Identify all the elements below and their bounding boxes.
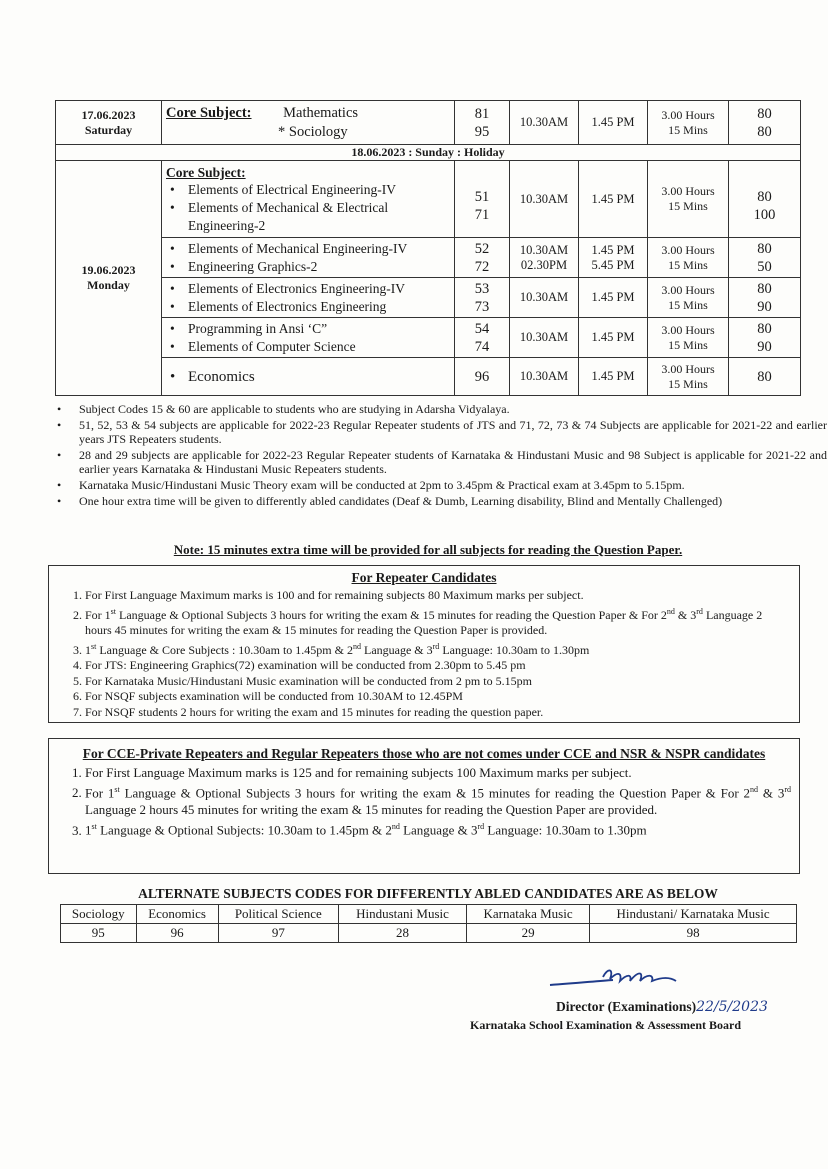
max-marks-cell <box>729 318 801 358</box>
note-item: • Karnataka Music/Hindustani Music Theory exam will be conducted at 2pm to 3.45pm & Practical exam at 3.45pm to 5.15pm. <box>79 478 827 492</box>
max-marks-cell <box>729 278 801 318</box>
table-row <box>56 145 801 161</box>
duration-hours: 3.00 Hours <box>661 282 715 297</box>
repeater-rules-list <box>49 588 799 720</box>
subject-code: 81 <box>474 105 490 122</box>
start-time: 10.30AM <box>510 318 579 358</box>
subject-code: 96 <box>455 358 510 396</box>
duration-cell <box>648 101 729 145</box>
director-designation: Director (Examinations)22/5/2023 <box>556 999 768 1015</box>
duration-cell <box>648 238 729 278</box>
alt-subject-code: 29 <box>466 924 589 943</box>
subject-cell <box>162 238 455 278</box>
subject-list <box>166 240 450 276</box>
alternate-codes-table <box>60 904 797 943</box>
alt-subject-code: 96 <box>136 924 218 943</box>
end-time: 1.45 PM <box>591 242 635 257</box>
alt-subject-header: Political Science <box>218 905 338 924</box>
subject-code-cell <box>455 101 510 145</box>
subject-code-cell <box>455 238 510 278</box>
max-marks: 80 <box>729 358 801 396</box>
cce-rules-list <box>49 764 799 839</box>
exam-timetable <box>55 100 801 396</box>
subject-list <box>166 280 450 316</box>
start-time: 10.30AM <box>510 161 579 238</box>
end-time: 5.45 PM <box>591 257 635 272</box>
subject-name: Mathematics <box>283 104 359 121</box>
max-marks-cell <box>729 238 801 278</box>
subject-list <box>166 320 450 356</box>
exam-date-cell <box>56 101 162 145</box>
duration-mins: 15 Mins <box>668 297 708 312</box>
duration-hours: 3.00 Hours <box>661 107 715 122</box>
alt-subject-code: 28 <box>339 924 467 943</box>
max-marks-cell <box>729 101 801 145</box>
subject-code: 71 <box>474 206 490 223</box>
start-time: 02.30PM <box>520 257 568 272</box>
table-row <box>56 101 801 145</box>
end-time: 1.45 PM <box>579 161 648 238</box>
alt-subject-code: 97 <box>218 924 338 943</box>
max-marks: 50 <box>757 258 772 275</box>
table-row <box>56 161 801 238</box>
exam-day: Saturday <box>84 122 133 137</box>
rule-item: 2. For 1st Language & Optional Subjects 3 hours for writing the exam & 15 minutes for reading the Question Paper & For 2nd & 3rd Language 2 hours 45 minutes for writing the exam & 15 minutes for reading the Question Paper are provided. <box>85 781 791 818</box>
subject-code-cell <box>455 278 510 318</box>
exam-date-cell <box>56 161 162 396</box>
duration-hours: 3.00 Hours <box>661 242 715 257</box>
alt-subject-code: 98 <box>590 924 797 943</box>
duration-mins: 15 Mins <box>668 122 708 137</box>
note-item: • Subject Codes 15 & 60 are applicable to students who are studying in Adarsha Vidyalaya. <box>79 402 827 416</box>
subject-cell <box>162 358 455 396</box>
signature-mark <box>548 963 748 1003</box>
duration-cell <box>648 358 729 396</box>
table-row <box>61 905 797 924</box>
subject-code: 51 <box>474 188 490 205</box>
exam-day: Monday <box>87 278 130 292</box>
table-row <box>56 278 801 318</box>
rule-item: 4. For JTS: Engineering Graphics(72) examination will be conducted from 2.30pm to 5.45 pm <box>85 658 791 674</box>
subject-name: • Economics <box>188 368 450 386</box>
duration-cell <box>648 161 729 238</box>
max-marks: 90 <box>757 298 772 315</box>
table-row <box>56 318 801 358</box>
box-title: For CCE-Private Repeaters and Regular Repeaters those who are not comes under CCE and NSR & NSPR candidates <box>82 746 766 761</box>
end-time: 1.45 PM <box>579 101 648 145</box>
duration-mins: 15 Mins <box>668 199 708 213</box>
duration-hours: 3.00 Hours <box>661 361 715 376</box>
repeater-candidates-box <box>48 565 800 723</box>
duration-hours: 3.00 Hours <box>661 322 715 337</box>
core-subject-label: Core Subject: <box>166 104 252 121</box>
exam-date: 19.06.2023 <box>81 263 136 277</box>
rule-item: 6. For NSQF subjects examination will be conducted from 10.30AM to 12.45PM <box>85 689 791 705</box>
core-subject-label: Core Subject: <box>166 164 246 180</box>
subject-name: • Elements of Electrical Engineering-IV <box>188 181 450 199</box>
note-item: • 28 and 29 subjects are applicable for 2022-23 Regular Repeater students of Karnataka & Hindustani Music and 98 Subject is applicable for 2021-22 and earlier years Karnataka & Hindustani Music Repeaters students. <box>79 448 827 476</box>
subject-list <box>166 181 450 235</box>
end-time-cell <box>579 238 648 278</box>
notes-list <box>55 402 827 510</box>
subject-name: • Elements of Mechanical & Electrical Engineering-2 <box>188 199 450 235</box>
subject-list <box>166 368 450 386</box>
max-marks: 90 <box>757 338 772 355</box>
start-time: 10.30AM <box>510 278 579 318</box>
alt-subject-header: Sociology <box>61 905 137 924</box>
duration-cell <box>648 278 729 318</box>
end-time: 1.45 PM <box>579 358 648 396</box>
duration-mins: 15 Mins <box>668 337 708 352</box>
board-name: Karnataka School Examination & Assessment Board <box>470 1018 742 1032</box>
subject-name: • Elements of Electronics Engineering <box>188 298 450 316</box>
duration-cell <box>648 318 729 358</box>
signature-date: 22/5/2023 <box>696 999 768 1015</box>
note-item: • One hour extra time will be given to differently abled candidates (Deaf & Dumb, Learning disability, Blind and Mentally Challenged) <box>79 494 827 508</box>
subject-name: • Elements of Electronics Engineering-IV <box>188 280 450 298</box>
rule-item: 1. For First Language Maximum marks is 125 and for remaining subjects 100 Maximum marks per subject. <box>85 764 791 781</box>
cce-repeaters-box <box>48 738 800 874</box>
max-marks: 80 <box>757 240 772 257</box>
subject-name: • Programming in Ansi ‘C” <box>188 320 450 338</box>
alt-subject-code: 95 <box>61 924 137 943</box>
subject-name: • Engineering Graphics-2 <box>188 258 450 276</box>
max-marks-cell <box>729 161 801 238</box>
start-time: 10.30AM <box>519 242 569 257</box>
start-time: 10.30AM <box>510 358 579 396</box>
rule-item: 3. 1st Language & Optional Subjects: 10.30am to 1.45pm & 2nd Language & 3rd Language: 10.30am to 1.30pm <box>85 818 791 838</box>
table-row <box>61 924 797 943</box>
duration-hours: 3.00 Hours <box>661 184 715 198</box>
subject-code: 95 <box>474 123 490 140</box>
subject-code: 54 <box>474 320 490 337</box>
table-row <box>56 358 801 396</box>
max-marks: 80 <box>757 320 772 337</box>
subject-cell <box>162 161 455 238</box>
rule-item: 3. 1st Language & Core Subjects : 10.30am to 1.45pm & 2nd Language & 3rd Language: 10.30am to 1.30pm <box>85 639 791 659</box>
note-item: • 51, 52, 53 & 54 subjects are applicable for 2022-23 Regular Repeater students of JTS and 71, 72, 73 & 74 Subjects are applicable for 2021-22 and earlier years JTS Repeaters students. <box>79 418 827 446</box>
alt-subject-header: Economics <box>136 905 218 924</box>
duration-mins: 15 Mins <box>668 257 708 272</box>
rule-item: 5. For Karnataka Music/Hindustani Music examination will be conducted from 2 pm to 5.15pm <box>85 674 791 690</box>
holiday-row: 18.06.2023 : Sunday : Holiday <box>56 145 801 161</box>
extra-time-note: Note: 15 minutes extra time will be provided for all subjects for reading the Question Paper. <box>173 542 683 557</box>
table-row <box>56 238 801 278</box>
subject-code: 73 <box>474 298 490 315</box>
subject-cell <box>162 318 455 358</box>
subject-name: • Elements of Mechanical Engineering-IV <box>188 240 450 258</box>
alternate-codes-title: ALTERNATE SUBJECTS CODES FOR DIFFERENTLY ABLED CANDIDATES ARE AS BELOW <box>138 886 718 901</box>
max-marks: 100 <box>753 206 776 223</box>
rule-item: 2. For 1st Language & Optional Subjects 3 hours for writing the exam & 15 minutes for reading the Question Paper & For 2nd & 3rd Language 2 hours 45 minutes for writing the exam & 15 minutes for reading the Question Paper is provided. <box>85 604 791 639</box>
exam-date: 17.06.2023 <box>81 107 136 122</box>
subject-cell <box>162 101 455 145</box>
alt-subject-header: Hindustani Music <box>339 905 467 924</box>
alt-subject-header: Karnataka Music <box>466 905 589 924</box>
max-marks: 80 <box>757 280 772 297</box>
subject-code: 53 <box>474 280 490 297</box>
subject-cell <box>162 278 455 318</box>
subject-name: * Sociology <box>278 123 348 140</box>
subject-code-cell <box>455 161 510 238</box>
end-time: 1.45 PM <box>579 278 648 318</box>
subject-name: • Elements of Computer Science <box>188 338 450 356</box>
rule-item: 1. For First Language Maximum marks is 100 and for remaining subjects 80 Maximum marks per subject. <box>85 588 791 604</box>
subject-code: 72 <box>474 258 490 275</box>
end-time: 1.45 PM <box>579 318 648 358</box>
duration-mins: 15 Mins <box>668 376 708 391</box>
rule-item: 7. For NSQF students 2 hours for writing the exam and 15 minutes for reading the question paper. <box>85 705 791 721</box>
subject-code-cell <box>455 318 510 358</box>
start-time-cell <box>510 238 579 278</box>
max-marks: 80 <box>757 105 772 122</box>
alt-subject-header: Hindustani/ Karnataka Music <box>590 905 797 924</box>
subject-code: 74 <box>474 338 490 355</box>
max-marks: 80 <box>757 123 772 140</box>
start-time: 10.30AM <box>510 101 579 145</box>
subject-code: 52 <box>474 240 490 257</box>
box-title: For Repeater Candidates <box>351 570 497 585</box>
max-marks: 80 <box>757 188 772 205</box>
